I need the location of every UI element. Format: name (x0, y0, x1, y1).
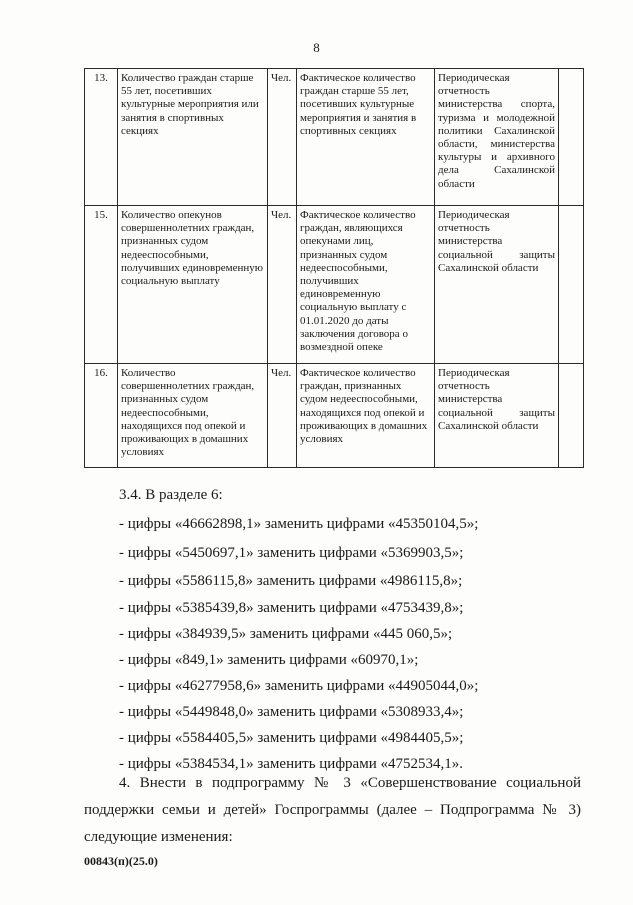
unit: Чел. (268, 69, 297, 206)
unit: Чел. (268, 206, 297, 364)
replacement-item: - цифры «5450697,1» заменить цифрами «5369903,5»; (119, 545, 464, 561)
replacement-item: - цифры «46662898,1» заменить цифрами «45350104,5»; (119, 516, 479, 532)
row-number: 15. (85, 206, 118, 364)
indicators-table (84, 68, 584, 468)
indicator-description: Фактическое количество граждан старше 55 лет, посетивших культурные мероприятия и занятия в спортивных секциях (297, 69, 435, 206)
data-source: Периодическая отчетность министерства спорта, туризма и молодежной политики Сахалинской области, министерства культуры и архивного дела Сахалинской области (435, 69, 559, 206)
indicator-name: Количество граждан старше 55 лет, посетивших культурные мероприятия или занятия в спортивных секциях (118, 69, 268, 206)
section-heading: 3.4. В разделе 6: (119, 487, 223, 503)
row-number: 16. (85, 364, 118, 468)
table-row (85, 206, 584, 364)
page-number: 8 (313, 40, 320, 55)
replacement-item: - цифры «5385439,8» заменить цифрами «4753439,8»; (119, 600, 464, 616)
row-number: 13. (85, 69, 118, 206)
unit: Чел. (268, 364, 297, 468)
empty-cell (559, 206, 584, 364)
empty-cell (559, 364, 584, 468)
data-source: Периодическая отчетность министерства социальной защиты Сахалинской области (435, 364, 559, 468)
replacement-item: - цифры «5584405,5» заменить цифрами «4984405,5»; (119, 730, 464, 746)
replacement-item: - цифры «849,1» заменить цифрами «60970,1»; (119, 652, 419, 668)
replacement-item: - цифры «5449848,0» заменить цифрами «5308933,4»; (119, 704, 464, 720)
empty-cell (559, 69, 584, 206)
replacement-item: - цифры «384939,5» заменить цифрами «445 060,5»; (119, 626, 453, 642)
paragraph-4: 4. Внести в подпрограмму № 3 «Совершенствование социальной поддержки семьи и детей» Госпрограммы (далее – Подпрограмма № 3) следующие изменения: (84, 775, 581, 845)
indicator-name: Количество совершеннолетних граждан, признанных судом недееспособными, находящихся под опекой и проживающих в домашних условиях (118, 364, 268, 468)
table-row (85, 364, 584, 468)
indicator-name: Количество опекунов совершеннолетних граждан, признанных судом недееспособными, получивших единовременную социальную выплату (118, 206, 268, 364)
data-source: Периодическая отчетность министерства социальной защиты Сахалинской области (435, 206, 559, 364)
replacement-item: - цифры «5384534,1» заменить цифрами «4752534,1». (119, 756, 463, 772)
indicator-description: Фактическое количество граждан, признанных судом недееспособными, находящихся под опекой и проживающих в домашних условиях (297, 364, 435, 468)
document-code: 00843(п)(25.0) (84, 854, 158, 868)
replacement-item: - цифры «46277958,6» заменить цифрами «44905044,0»; (119, 678, 479, 694)
table-row (85, 69, 584, 206)
replacement-item: - цифры «5586115,8» заменить цифрами «4986115,8»; (119, 573, 463, 589)
indicator-description: Фактическое количество граждан, являющихся опекунами лиц, признанных судом недееспособными, получивших единовременную социальную выплату с 01.01.2020 до даты заключения договора о возмездной опеке (297, 206, 435, 364)
